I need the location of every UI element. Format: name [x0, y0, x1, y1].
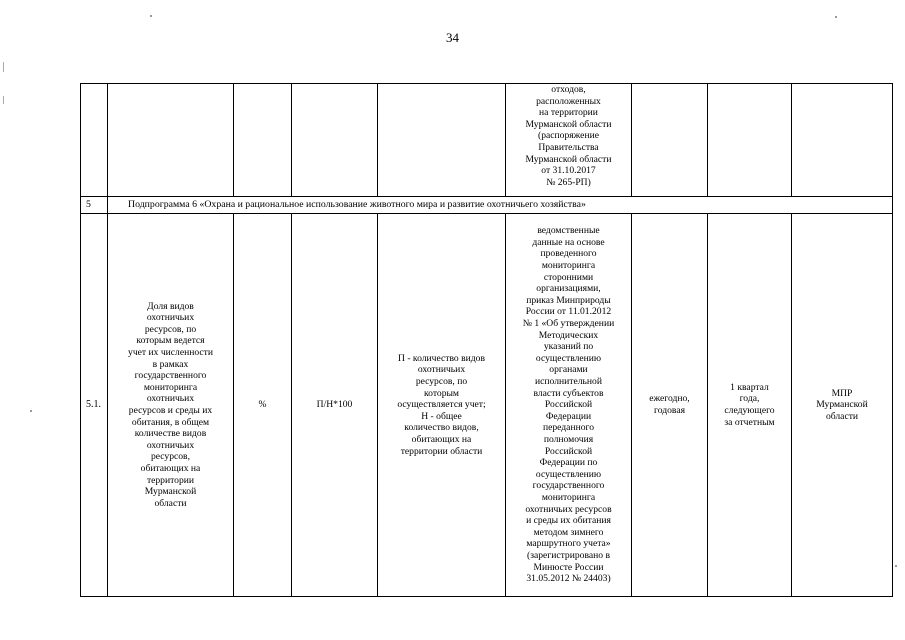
cell-number: [81, 84, 108, 197]
cell-unit: %: [234, 214, 292, 597]
cell-definition: [378, 84, 506, 197]
cell-unit: [234, 84, 292, 197]
cell-frequency: [632, 84, 708, 197]
scan-artifact: [3, 62, 4, 72]
cell-number: 5: [81, 197, 108, 214]
scan-artifact: [3, 96, 4, 104]
scan-artifact: [30, 410, 32, 412]
scan-artifact: [835, 16, 837, 18]
table-row-continuation: [81, 84, 893, 197]
cell-indicator-name: [108, 84, 234, 197]
cell-responsible: МПР Мурманской области: [792, 214, 893, 597]
cell-frequency: ежегодно, годовая: [632, 214, 708, 597]
indicator-table: [80, 83, 893, 597]
cell-source: ведомственные данные на основе проведенного мониторинга сторонними организациями, приказ Минприроды России от 11.01.2012 № 1 «Об утверждении Методических указаний по осуществлению органами исполнительной власти субъектов Российской Федерации переданного полномочия Российской Федерации по осуществлению государственного мониторинга охотничьих ресурсов и среды их обитания методом зимнего маршрутного учета» (зарегистрировано в Минюсте России 31.05.2012 № 24403): [506, 214, 632, 597]
cell-deadline: [708, 84, 792, 197]
cell-definition: П - количество видов охотничьих ресурсов, по которым осуществляется учет; Н - общее количество видов, обитающих на территории области: [378, 214, 506, 597]
page-number: 34: [446, 30, 459, 45]
cell-formula: П/Н*100: [292, 214, 378, 597]
cell-responsible: [792, 84, 893, 197]
scan-artifact: [895, 565, 897, 567]
cell-indicator-name: Доля видов охотничьих ресурсов, по которым ведется учет их численности в рамках государственного мониторинга охотничьих ресурсов и среды их обитания, в общем количестве видов охотничьих ресурсов, обитающих на территории Мурманской области: [108, 214, 234, 597]
cell-formula: [292, 84, 378, 197]
cell-source: отходов, расположенных на территории Мурманской области (распоряжение Правительства Мурманской области от 31.10.2017 № 265-РП): [506, 84, 632, 197]
table-row-indicator: [81, 214, 893, 597]
cell-number: 5.1.: [81, 214, 108, 597]
table-row-subprogram: [81, 197, 893, 214]
cell-deadline: 1 квартал года, следующего за отчетным: [708, 214, 792, 597]
subprogram-title: Подпрограмма 6 «Охрана и рациональное использование животного мира и развитие охотничьего хозяйства»: [108, 197, 893, 214]
scan-artifact: [150, 15, 152, 17]
